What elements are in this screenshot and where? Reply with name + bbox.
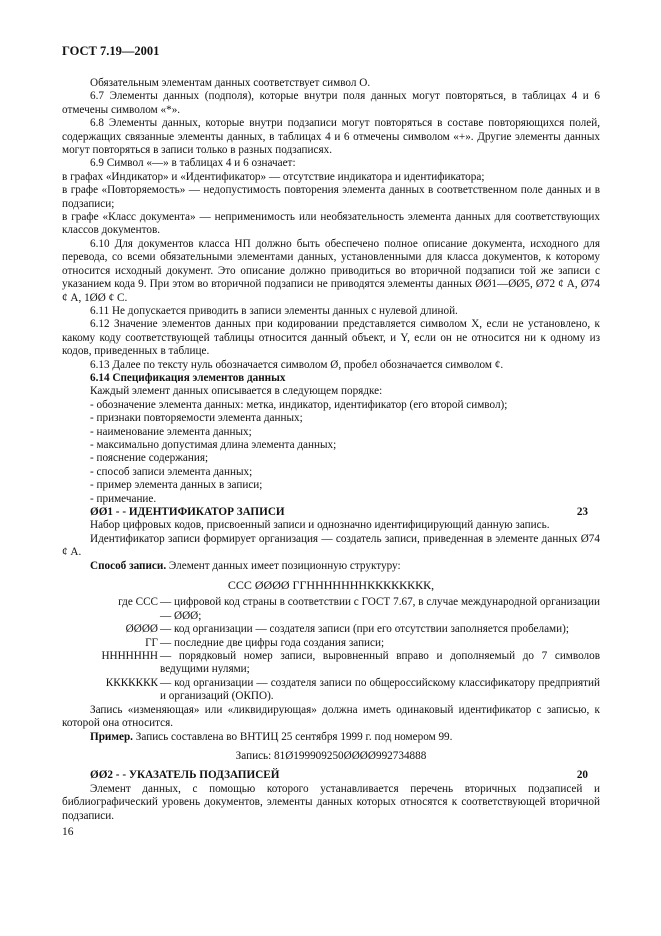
list-item: - примечание. bbox=[90, 492, 157, 505]
example-text: Запись составлена во ВНТИЦ 25 сентября 1999 г. под номером 99. bbox=[132, 730, 453, 743]
paragraph-6-9-b: в графе «Повторяемость» — недопустимость повторения элемента данных в соответственном поле данных и в подзаписи; bbox=[62, 184, 600, 210]
paragraph-6-9-a: в графах «Индикатор» и «Идентификатор» — отсутствие индикатора и идентификатора; bbox=[62, 170, 485, 183]
paragraph-6-11: 6.11 Не допускается приводить в записи элементы данных с нулевой длиной. bbox=[90, 304, 458, 317]
method-text: Элемент данных имеет позиционную структуру: bbox=[166, 559, 401, 572]
section-001-title: ØØ1 - - ИДЕНТИФИКАТОР ЗАПИСИ bbox=[90, 506, 285, 518]
document-header: ГОСТ 7.19—2001 bbox=[62, 44, 160, 58]
section-002-text-1: Элемент данных, с помощью которого устанавливается перечень вторичных подзаписей и библиографический уровень документов, элементы данных которых относятся к соответствующей вторичной подзаписи. bbox=[62, 782, 600, 822]
definition-desc: — код организации — создателя записи по общероссийскому классификатору предприятий и организаций (ОКПО). bbox=[160, 676, 600, 703]
section-001-example bbox=[62, 731, 600, 744]
paragraph-6-14-intro: Каждый элемент данных описывается в следующем порядке: bbox=[90, 385, 383, 398]
method-label: Способ записи. bbox=[90, 559, 167, 572]
definition-desc: — последние две цифры года создания записи; bbox=[160, 636, 385, 649]
definition-desc: — код организации — создателя записи (при его отсутствии заполняется пробелами); bbox=[160, 623, 569, 636]
definition-term: ØØØØ bbox=[125, 623, 158, 636]
section-001-structure: ССС ØØØØ ГГНННННННКККККККК, bbox=[227, 578, 435, 593]
paragraph-6-8: 6.8 Элементы данных, которые внутри подзаписи могут повторяться в составе повторяющихся полей, содержащих связанные элементы данных, в таблицах 4 и 6 отмечены символом «+». Другие элементы данных могут повторяться в записи только в разных подзаписях. bbox=[62, 117, 600, 157]
list-item: - обозначение элемента данных: метка, индикатор, идентификатор (его второй символ); bbox=[90, 398, 508, 411]
paragraph-6-12: 6.12 Значение элементов данных при кодировании представляется символом Х, если не установлено, к какому коду соответствующей таблицы относится данный объект, и Y, если он не относится ни к одному из кодов, приведенных в таблице. bbox=[62, 318, 600, 358]
paragraph-6-9-c: в графе «Класс документа» — неприменимость или необязательность элемента данных для соответствующих классов документов. bbox=[62, 211, 600, 237]
section-001-text-3: Запись «изменяющая» или «ликвидирующая» должна иметь одинаковый идентификатор с записью, к которой она относится. bbox=[62, 703, 600, 730]
definition-term: ГГ bbox=[145, 636, 158, 649]
paragraph-6-9: 6.9 Символ «—» в таблицах 4 и 6 означает: bbox=[90, 157, 296, 170]
list-item: - пример элемента данных в записи; bbox=[90, 479, 263, 492]
list-item: - максимально допустимая длина элемента данных; bbox=[90, 438, 337, 451]
paragraph-mandatory-symbol: Обязательным элементам данных соответствует символ О. bbox=[90, 77, 371, 89]
section-001-example-record: Запись: 81Ø199909250ØØØØ992734888 bbox=[235, 749, 427, 762]
definition-term: где ССС bbox=[118, 596, 158, 609]
definition-desc: — цифровой код страны в соответствии с ГОСТ 7.67, в случае международной организации — ØØØ; bbox=[160, 596, 600, 622]
page-body bbox=[62, 77, 600, 823]
list-item: - признаки повторяемости элемента данных; bbox=[90, 412, 303, 425]
definition-desc: — порядковый номер записи, выровненный вправо и дополняемый до 7 символов ведущими нулями; bbox=[160, 650, 600, 676]
section-002-title: ØØ2 - - УКАЗАТЕЛЬ ПОДЗАПИСЕЙ bbox=[90, 769, 280, 782]
paragraph-6-13: 6.13 Далее по тексту нуль обозначается символом Ø, пробел обозначается символом ȼ. bbox=[90, 358, 504, 371]
section-001-length: 23 bbox=[576, 506, 588, 518]
definition-term: ННННННН bbox=[101, 650, 158, 663]
definition-term: ККККККК bbox=[105, 676, 158, 689]
section-002-heading bbox=[62, 769, 600, 782]
section-001-heading bbox=[62, 506, 600, 519]
section-heading-6-14: 6.14 Спецификация элементов данных bbox=[90, 371, 286, 384]
section-002-length: 20 bbox=[576, 769, 588, 782]
spec-list bbox=[62, 399, 600, 506]
definition-list bbox=[62, 596, 600, 703]
list-item: - наименование элемента данных; bbox=[90, 425, 252, 438]
paragraph-6-10: 6.10 Для документов класса НП должно быть обеспечено полное описание документа, исходного для перевода, со всеми обязательными элементами данных, установленными для класса документов, к которому относится исходный документ. Это описание должно приводиться во вторичной подзаписи той же записи с указанием кода 9. При этом во вторичной подзаписи не приводятся элементы данных ØØ1—ØØ5, Ø72 ȼ А, Ø74 ȼ А, 1ØØ ȼ С. bbox=[62, 237, 600, 304]
section-001-text-2: Идентификатор записи формирует организация — создатель записи, приведенная в элементе данных Ø74 ȼ А. bbox=[62, 532, 600, 559]
section-001-method bbox=[62, 560, 600, 573]
example-label: Пример. bbox=[90, 730, 133, 743]
list-item: - способ записи элемента данных; bbox=[90, 465, 253, 478]
list-item: - пояснение содержания; bbox=[90, 452, 209, 465]
paragraph-6-7: 6.7 Элементы данных (подполя), которые внутри поля данных могут повторяться, в таблицах 4 и 6 отмечены символом «*». bbox=[62, 90, 600, 116]
section-001-text-1: Набор цифровых кодов, присвоенный записи и однозначно идентифицирующий данную запись. bbox=[90, 519, 550, 532]
page-number: 16 bbox=[62, 826, 74, 838]
